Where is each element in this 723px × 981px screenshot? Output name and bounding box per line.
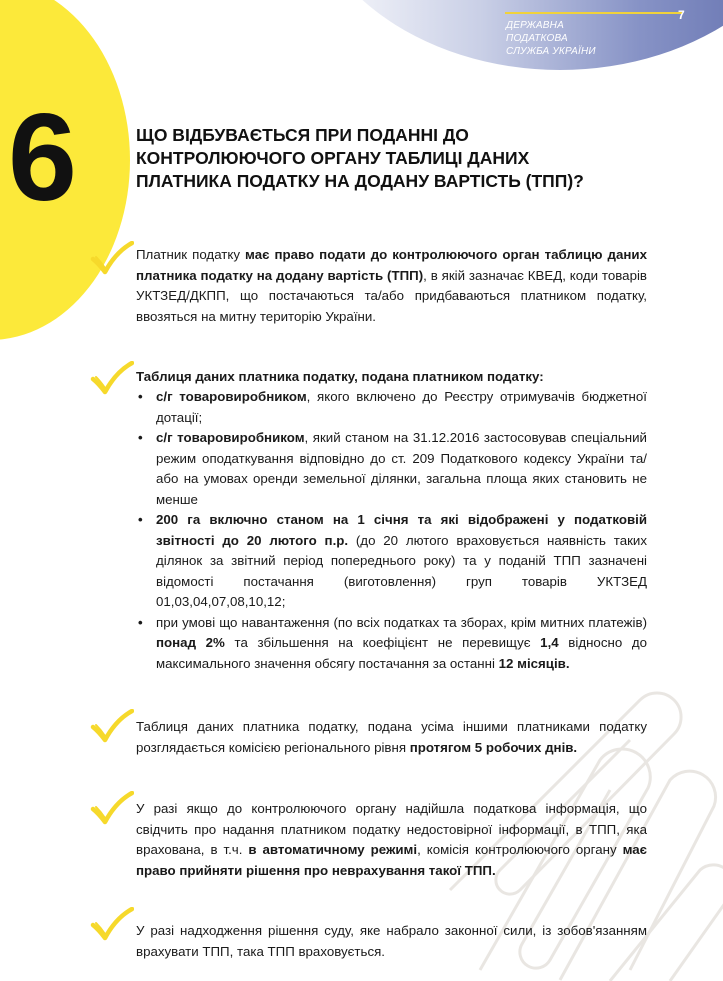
checkmark-icon	[90, 709, 134, 743]
checkmark-icon	[90, 241, 134, 275]
text-bold: має право подати до контролюючого орган таблицю даних платника податку на додану вартість (ТПП)	[136, 247, 647, 283]
org-name-line: ДЕРЖАВНА	[506, 20, 564, 31]
text-bold: протягом 5 робочих днів.	[409, 739, 578, 755]
checkmark-icon	[90, 361, 134, 395]
paragraph-right-to-submit	[136, 245, 647, 327]
text: У разі надходження рішення суду, яке набрало законної сили, із зобов'язанням врахувати ТПП, така ТПП враховується.	[136, 923, 647, 959]
text: відносно до максимального значення обсягу постачання за останні	[156, 635, 648, 671]
org-name	[506, 19, 596, 58]
checkmark-icon	[90, 791, 134, 825]
paragraph-court-decision	[136, 921, 647, 962]
list-item	[136, 613, 647, 675]
list-item	[136, 387, 647, 428]
text-bold: с/г товаровиробником	[156, 389, 307, 404]
text: У разі якщо до контролюючого органу надійшла податкова інформація, що свідчить про надання платником податку недостовірної інформації, в ТПП, яка врахована, в т.ч.	[136, 801, 647, 857]
conditions-list	[136, 387, 647, 674]
text-bold: має право прийняти рішення про неврахування такої ТПП.	[136, 842, 647, 878]
list-item	[136, 428, 647, 510]
org-name-line: СЛУЖБА УКРАЇНИ	[506, 46, 596, 57]
list-heading	[136, 367, 647, 388]
header-divider	[505, 12, 682, 14]
paragraph-tax-information	[136, 799, 647, 881]
text-bold: с/г товаровиробником	[156, 430, 305, 445]
text-bold: в автоматичному режимі	[248, 842, 418, 857]
text-bold: понад 2%	[156, 635, 225, 650]
page-number: 7	[678, 8, 685, 22]
checkmark-icon	[90, 907, 134, 941]
text: , комісія контролюючого органу	[417, 842, 623, 857]
paragraph-regional-commission	[136, 717, 647, 758]
text: Таблиця даних платника податку, подана усіма іншими платниками податку розглядається комісією регіонального рівня	[136, 719, 647, 755]
list-item	[136, 510, 647, 613]
section-number: 6	[8, 89, 77, 227]
org-name-line: ПОДАТКОВА	[506, 33, 568, 44]
section-title: ЩО ВІДБУВАЄТЬСЯ ПРИ ПОДАННІ ДО КОНТРОЛЮЮЧОГО ОРГАНУ ТАБЛИЦІ ДАНИХ ПЛАТНИКА ПОДАТКУ НА ДОДАНУ ВАРТІСТЬ (ТПП)?	[136, 125, 584, 191]
text: та збільшення на коефіцієнт не перевищує	[224, 635, 541, 650]
text: при умові що навантаження (по всіх податках та зборах, крім митних платежів)	[156, 614, 647, 630]
text-bold: 200 га включно станом на 1 січня та які відображені у податковій звітності до 20 лютого п.р.	[156, 512, 647, 548]
text: Платник податку	[136, 247, 246, 262]
text: (до 20 лютого враховується наявність таких ділянок за звітний період попереднього року) та у поданій ТПП зазначені відомості постачання (виготовлення) груп товарів УКТЗЕД 01,03,04,07,08,10,12;	[156, 532, 647, 609]
text-bold: 1,4	[540, 635, 559, 650]
text-bold: Таблиця даних платника податку, подана платником податку:	[136, 369, 544, 384]
text: , якого включено до Реєстру отримувачів бюджетної дотації;	[156, 389, 647, 425]
text: , в якій зазначає КВЕД, коди товарів УКТЗЕД/ДКПП, що постачаються та/або придбаваються платником податку, ввозяться на митну територію України.	[136, 267, 647, 324]
text: , який станом на 31.12.2016 застосовував спеціальний режим оподаткування відповідно до ст. 209 Податкового кодексу України та/або на умовах оренди земельної ділянки, загальна площа яких становить не менше	[156, 430, 647, 507]
text-bold: 12 місяців.	[498, 655, 570, 671]
